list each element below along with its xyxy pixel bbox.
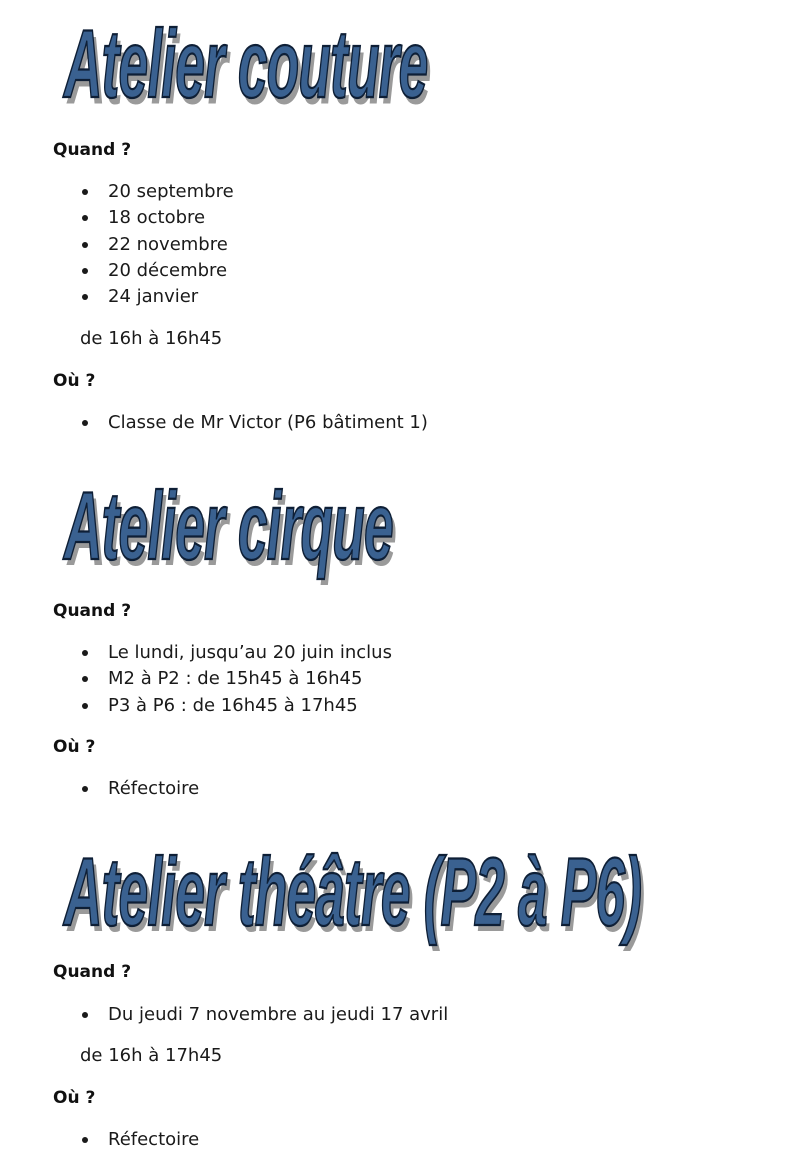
cirque-places-list bbox=[80, 776, 199, 802]
list-item: P3 à P6 : de 16h45 à 17h45 bbox=[80, 693, 392, 719]
list-item: 20 décembre bbox=[80, 258, 234, 284]
list-item: Réfectoire bbox=[80, 1127, 199, 1153]
theatre-where-label: Où ? bbox=[53, 1088, 96, 1108]
cirque-title: Atelier cirque bbox=[64, 473, 393, 581]
couture-title: Atelier couture bbox=[64, 11, 428, 119]
list-item: 20 septembre bbox=[80, 179, 234, 205]
list-item: Le lundi, jusqu’au 20 juin inclus bbox=[80, 640, 392, 666]
couture-time: de 16h à 16h45 bbox=[80, 328, 223, 349]
theatre-title: Atelier théâtre (P2 à P6) bbox=[64, 839, 642, 947]
list-item: M2 à P2 : de 15h45 à 16h45 bbox=[80, 666, 392, 692]
list-item: 22 novembre bbox=[80, 232, 234, 258]
list-item: Réfectoire bbox=[80, 776, 199, 802]
list-item: 18 octobre bbox=[80, 205, 234, 231]
couture-where-label: Où ? bbox=[53, 371, 96, 391]
theatre-time: de 16h à 17h45 bbox=[80, 1045, 223, 1066]
theatre-items-list bbox=[80, 1002, 448, 1028]
list-item: Classe de Mr Victor (P6 bâtiment 1) bbox=[80, 410, 428, 436]
list-item: Du jeudi 7 novembre au jeudi 17 avril bbox=[80, 1002, 448, 1028]
cirque-when-label: Quand ? bbox=[53, 601, 132, 621]
theatre-when-label: Quand ? bbox=[53, 962, 132, 982]
couture-places-list bbox=[80, 410, 428, 436]
couture-when-label: Quand ? bbox=[53, 140, 132, 160]
theatre-places-list bbox=[80, 1127, 199, 1153]
list-item: 24 janvier bbox=[80, 284, 234, 310]
cirque-items-list bbox=[80, 640, 392, 719]
couture-dates-list bbox=[80, 179, 234, 310]
cirque-where-label: Où ? bbox=[53, 737, 96, 757]
